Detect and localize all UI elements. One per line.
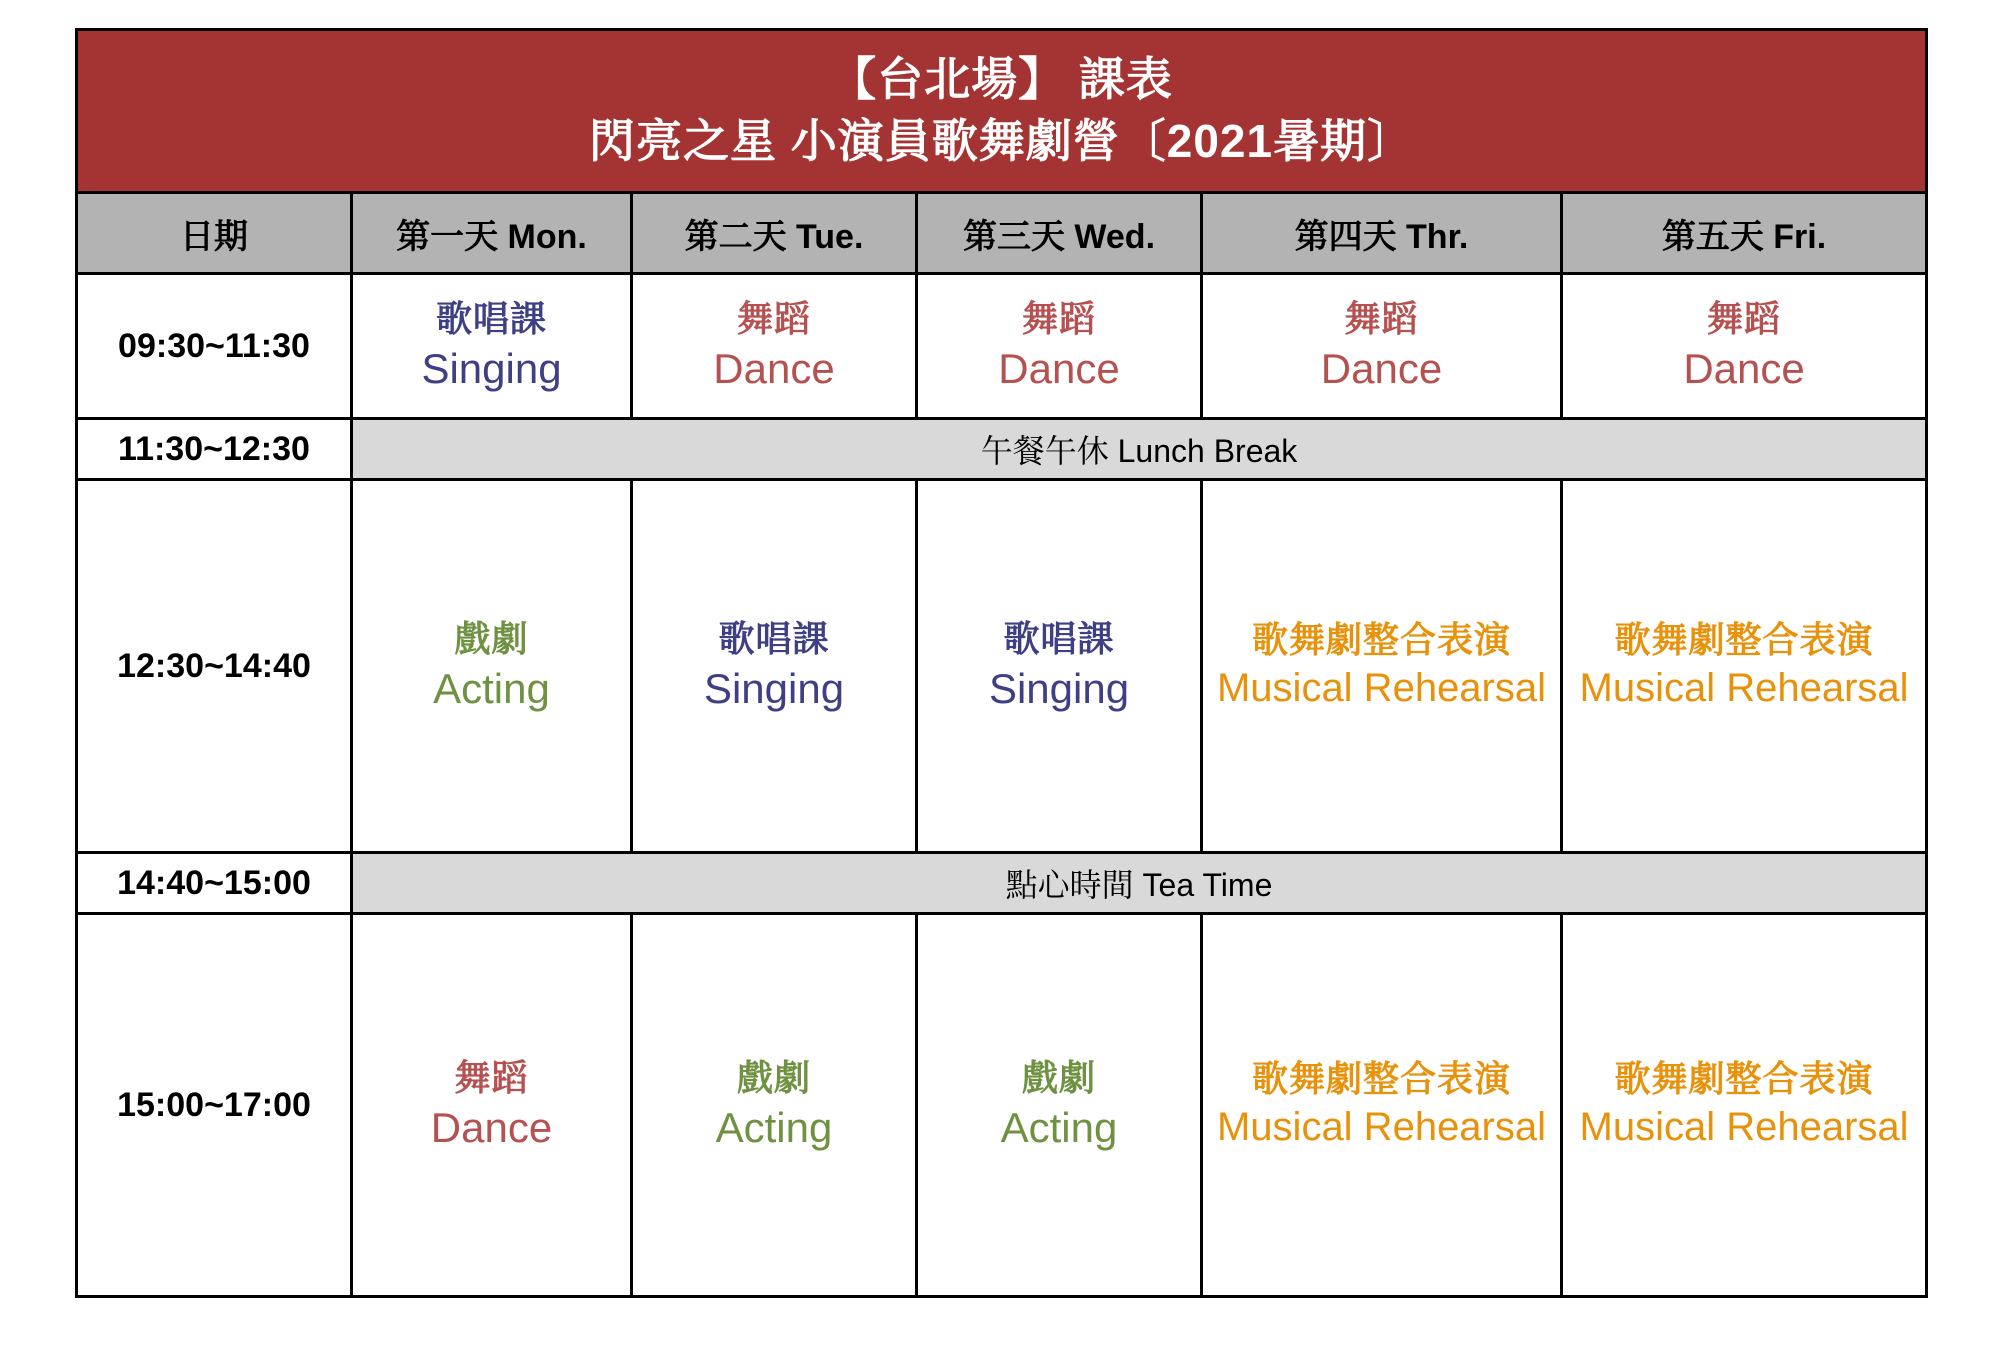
class-cell-noon-fri (1562, 480, 1927, 853)
class-name-cn: 舞蹈 (1021, 298, 1096, 340)
class-name-en: Acting (433, 665, 550, 713)
title-line-1: 【台北場】 課表 (830, 53, 1173, 106)
header-day-4: 第四天 Thr. (1202, 193, 1562, 274)
header-day-1: 第一天 Mon. (352, 193, 632, 274)
class-name-en: Musical Rehearsal (1579, 666, 1909, 711)
class-cell-morning-thu (1202, 274, 1562, 419)
class-cell-morning-mon (352, 274, 632, 419)
class-cell-afternoon-mon (352, 914, 632, 1297)
page-title (77, 30, 1927, 193)
header-day-2: 第二天 Tue. (632, 193, 917, 274)
class-name-cn: 歌舞劇整合表演 (1251, 619, 1511, 661)
class-name-cn: 歌舞劇整合表演 (1251, 1058, 1511, 1100)
class-name-cn: 歌唱課 (435, 298, 547, 340)
class-name-en: Acting (1000, 1104, 1118, 1152)
class-name-cn: 戲劇 (1021, 1057, 1096, 1099)
tea-time-label: 點心時間 Tea Time (352, 853, 1927, 914)
header-row (77, 193, 1927, 274)
class-name-en: Dance (1683, 345, 1805, 393)
time-slot-tea: 14:40~15:00 (77, 853, 352, 914)
class-name-cn: 舞蹈 (736, 298, 811, 340)
class-name-en: Singing (988, 665, 1130, 713)
table-row (77, 480, 1927, 853)
class-name-en: Musical Rehearsal (1216, 1105, 1547, 1150)
class-name-en: Singing (703, 665, 845, 713)
time-slot-morning: 09:30~11:30 (77, 274, 352, 419)
class-name-cn: 舞蹈 (1344, 298, 1419, 340)
class-name-cn: 歌唱課 (1003, 618, 1115, 660)
class-cell-morning-fri (1562, 274, 1927, 419)
class-cell-afternoon-wed (917, 914, 1202, 1297)
class-name-en: Acting (715, 1104, 833, 1152)
class-name-en: Musical Rehearsal (1579, 1105, 1909, 1150)
title-row (77, 30, 1927, 193)
class-cell-afternoon-tue (632, 914, 917, 1297)
time-slot-lunch: 11:30~12:30 (77, 419, 352, 480)
header-day-5: 第五天 Fri. (1562, 193, 1927, 274)
class-cell-noon-mon (352, 480, 632, 853)
table-row (77, 914, 1927, 1297)
class-name-en: Dance (430, 1104, 553, 1152)
lunch-break-label: 午餐午休 Lunch Break (352, 419, 1927, 480)
schedule-table (75, 28, 1928, 1298)
class-name-cn: 歌唱課 (718, 618, 830, 660)
class-name-cn: 戲劇 (454, 618, 529, 660)
class-cell-noon-wed (917, 480, 1202, 853)
class-name-en: Singing (421, 345, 562, 393)
class-name-cn: 歌舞劇整合表演 (1614, 1058, 1874, 1100)
class-name-cn: 戲劇 (736, 1057, 811, 1099)
header-date: 日期 (77, 193, 352, 274)
class-name-en: Musical Rehearsal (1216, 666, 1547, 711)
class-name-en: Dance (1320, 345, 1443, 393)
time-slot-noon: 12:30~14:40 (77, 480, 352, 853)
table-row (77, 419, 1927, 480)
table-row (77, 274, 1927, 419)
table-row (77, 853, 1927, 914)
class-cell-noon-thu (1202, 480, 1562, 853)
class-name-cn: 歌舞劇整合表演 (1614, 619, 1874, 661)
title-line-2: 閃亮之星 小演員歌舞劇營〔2021暑期〕 (588, 115, 1415, 167)
class-name-cn: 舞蹈 (1707, 298, 1782, 340)
class-name-en: Dance (713, 345, 835, 393)
class-cell-noon-tue (632, 480, 917, 853)
class-cell-morning-wed (917, 274, 1202, 419)
header-day-3: 第三天 Wed. (917, 193, 1202, 274)
class-name-cn: 舞蹈 (454, 1057, 529, 1099)
class-name-en: Dance (998, 345, 1120, 393)
time-slot-afternoon: 15:00~17:00 (77, 914, 352, 1297)
class-cell-afternoon-thu (1202, 914, 1562, 1297)
class-cell-afternoon-fri (1562, 914, 1927, 1297)
class-cell-morning-tue (632, 274, 917, 419)
